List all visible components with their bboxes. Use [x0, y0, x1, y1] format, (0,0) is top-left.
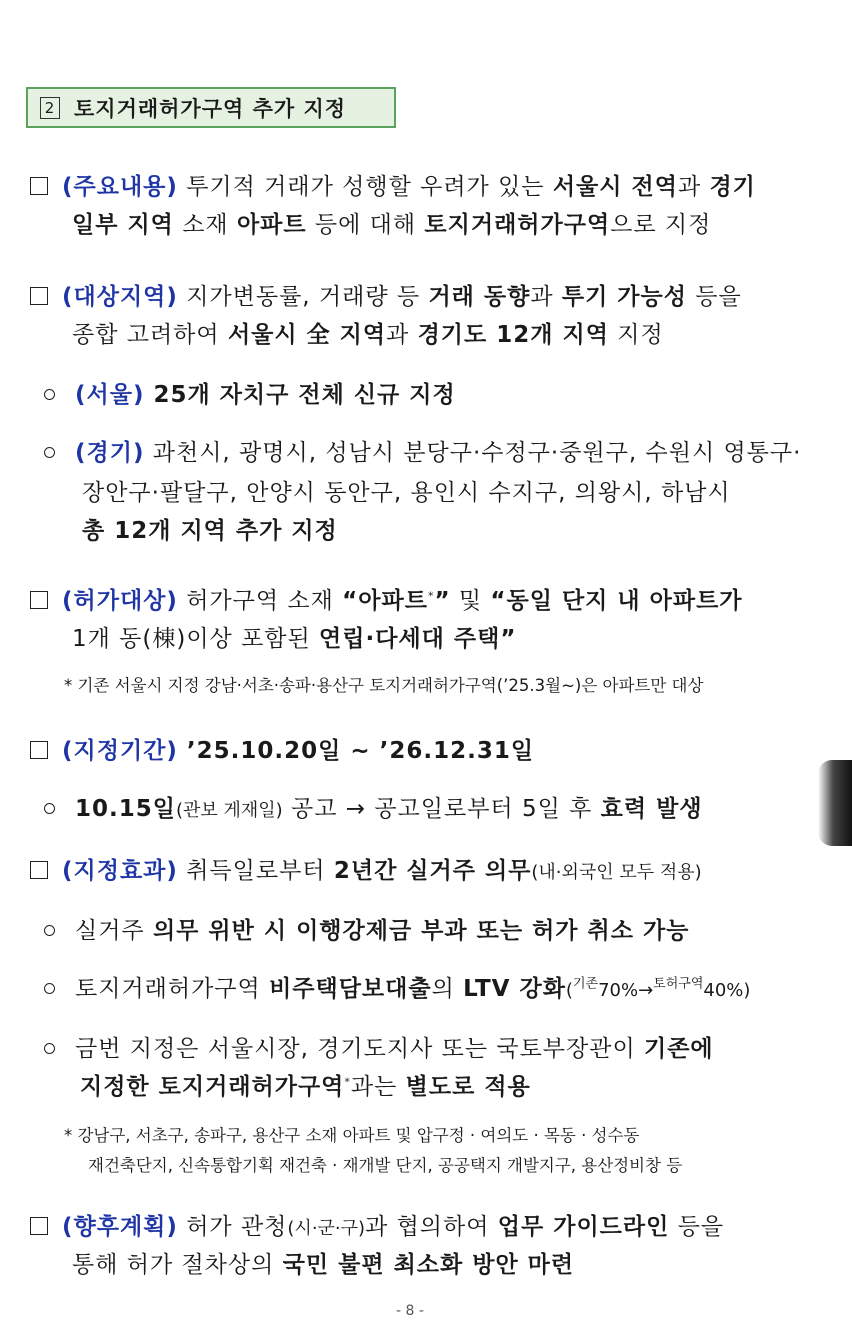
permit-target-footnote: * 기존 서울시 지정 강남·서초·송파·용산구 토지거래허가구역(’25.3월~)은 아파트만 대상 — [64, 676, 704, 695]
separate-application-footnote-2: 재건축단지, 신속통합기획 재건축 · 재개발 단지, 공공택지 개발지구, 용산정비창 등 — [88, 1156, 683, 1175]
bullet-circle-icon — [44, 803, 55, 814]
gyeonggi-item-line-1: (경기) 과천시, 광명시, 성남시 분당구·수정구·중원구, 수원시 영통구· — [44, 434, 801, 467]
main-content-line-2: 일부 지역 소재 아파트 등에 대해 토지거래허가구역으로 지정 — [72, 212, 712, 238]
designation-effect: (지정효과) 취득일로부터 2년간 실거주 의무(내·외국인 모두 적용) — [30, 852, 702, 885]
edge-shadow-decoration — [818, 760, 852, 846]
bullet-circle-icon — [44, 983, 55, 994]
page-number: - 8 - — [396, 1303, 424, 1319]
separate-application-footnote-1: * 강남구, 서초구, 송파구, 용산구 소재 아파트 및 압구정 · 여의도 · 목동 · 성수동 — [64, 1126, 640, 1145]
bullet-circle-icon — [44, 925, 55, 936]
target-area-line-2: 종합 고려하여 서울시 全 지역과 경기도 12개 지역 지정 — [72, 322, 664, 348]
permit-target-line-1: (허가대상) 허가구역 소재 “아파트*” 및 “동일 단지 내 아파트가 — [30, 582, 743, 615]
violation-item: 실거주 의무 위반 시 이행강제금 부과 또는 허가 취소 가능 — [44, 912, 689, 945]
main-content-line-1: (주요내용) 투기적 거래가 성행할 우려가 있는 서울시 전역과 경기 — [30, 168, 756, 201]
bullet-circle-icon — [44, 447, 55, 458]
checkbox-square-icon — [30, 591, 48, 609]
designation-period: (지정기간) ’25.10.20일 ~ ’26.12.31일 — [30, 732, 534, 765]
permit-target-line-2: 1개 동(棟)이상 포함된 연립·다세대 주택” — [72, 626, 517, 652]
gyeonggi-item-line-3: 총 12개 지역 추가 지정 — [82, 518, 338, 544]
target-area-line-1: (대상지역) 지가변동률, 거래량 등 거래 동향과 투기 가능성 등을 — [30, 278, 742, 311]
announcement-item: 10.15일(관보 게재일) 공고 → 공고일로부터 5일 후 효력 발생 — [44, 790, 703, 823]
bullet-circle-icon — [44, 389, 55, 400]
section-number: 2 — [40, 97, 60, 119]
future-plan-line-1: (향후계획) 허가 관청(시·군·구)과 협의하여 업무 가이드라인 등을 — [30, 1208, 724, 1241]
section-header — [26, 87, 396, 128]
bullet-circle-icon — [44, 1043, 55, 1054]
checkbox-square-icon — [30, 177, 48, 195]
checkbox-square-icon — [30, 741, 48, 759]
checkbox-square-icon — [30, 1217, 48, 1235]
checkbox-square-icon — [30, 861, 48, 879]
seoul-item: (서울) 25개 자치구 전체 신규 지정 — [44, 376, 456, 409]
gyeonggi-item-line-2: 장안구·팔달구, 안양시 동안구, 용인시 수지구, 의왕시, 하남시 — [82, 480, 731, 506]
separate-application-line-2: 지정한 토지거래허가구역*과는 별도로 적용 — [80, 1074, 531, 1100]
ltv-item: 토지거래허가구역 비주택담보대출의 LTV 강화($^{기존}$70%→$^{토허구역}$40%) — [44, 970, 750, 1003]
future-plan-line-2: 통해 허가 절차상의 국민 불편 최소화 방안 마련 — [72, 1252, 575, 1278]
checkbox-square-icon — [30, 287, 48, 305]
separate-application-line-1: 금번 지정은 서울시장, 경기도지사 또는 국토부장관이 기존에 — [44, 1030, 714, 1063]
section-title: 토지거래허가구역 추가 지정 — [74, 96, 347, 121]
